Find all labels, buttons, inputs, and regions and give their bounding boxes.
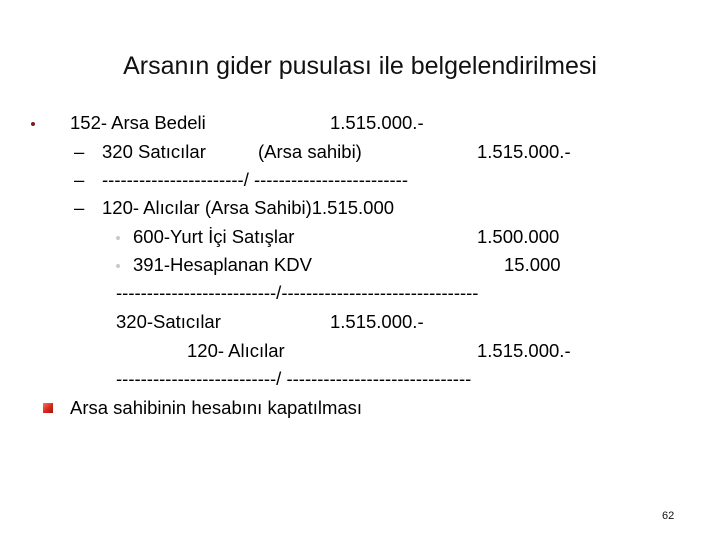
page-number: 62 [662, 510, 675, 522]
separator-line: --------------------------/-------------------------------- [116, 282, 479, 303]
dash-marker: – [74, 141, 85, 162]
separator-line: -----------------------/ ------------------------- [102, 169, 408, 190]
account-yurt-ici-satislar: 600-Yurt İçi Satışlar [133, 226, 295, 247]
amount-alıcılar-credit: 1.515.000.- [477, 340, 571, 361]
bullet-dot-icon [116, 264, 120, 268]
bullet-dot-icon [116, 236, 120, 240]
amount-yurt-ici-satislar: 1.500.000 [477, 226, 560, 247]
bullet-dot-icon [31, 122, 35, 126]
account-alıcılar-arsa-sahibi: 120- Alıcılar (Arsa Sahibi)1.515.000 [102, 197, 395, 218]
amount-hesaplanan-kdv: 15.000 [504, 254, 561, 275]
closing-note: Arsa sahibinin hesabını kapatılması [70, 397, 363, 418]
note-arsa-sahibi: (Arsa sahibi) [258, 141, 362, 162]
account-alıcılar-credit: 120- Alıcılar [187, 340, 285, 361]
dash-marker: – [74, 197, 85, 218]
account-hesaplanan-kdv: 391-Hesaplanan KDV [133, 254, 312, 275]
account-arsa-bedeli: 152- Arsa Bedeli [70, 112, 206, 133]
account-satıcılar-debit: 320-Satıcılar [116, 311, 221, 332]
slide-title: Arsanın gider pusulası ile belgelendirilmesi [123, 52, 597, 80]
account-satıcılar: 320 Satıcılar [102, 141, 206, 162]
separator-line: --------------------------/ ------------------------------ [116, 368, 472, 389]
amount-arsa-bedeli: 1.515.000.- [330, 112, 424, 133]
square-bullet-icon [43, 403, 53, 413]
amount-satıcılar-debit: 1.515.000.- [330, 311, 424, 332]
dash-marker: – [74, 169, 85, 190]
amount-satıcılar: 1.515.000.- [477, 141, 571, 162]
